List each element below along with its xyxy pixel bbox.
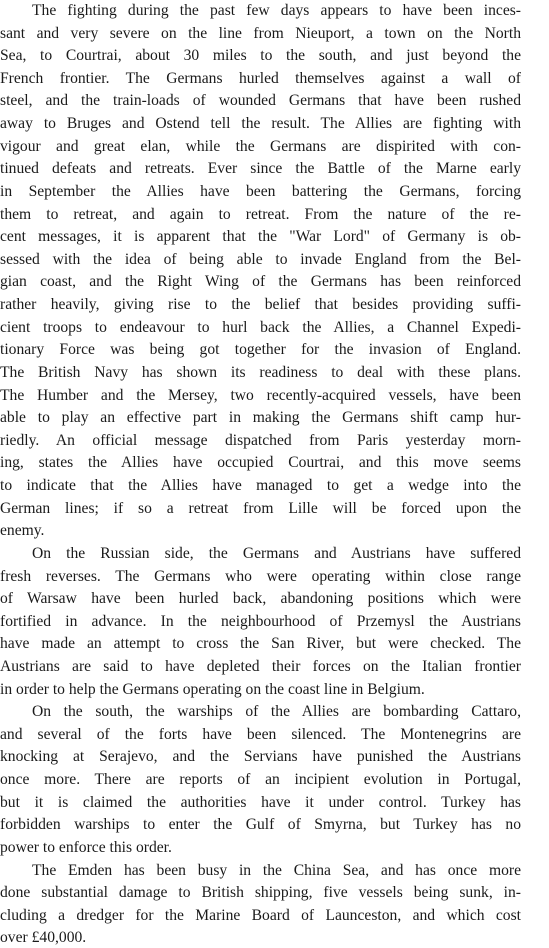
text-line: over £40,000. [0,929,87,947]
text-line: sant and very severe on the line from Nieuport, a town on the North [0,24,521,42]
text-line: but it is claimed the authorities have it under control. Turkey has [0,793,521,811]
text-line: knocking at Serajevo, and the Servians have punished the Austrians [0,748,521,766]
text-line: and several of the forts have been silenced. The Montenegrins are [0,725,521,743]
text-line: French frontier. The Germans hurled themselves against a wall of [0,69,521,87]
text-line: The fighting during the past few days appears to have been inces- [32,2,521,19]
text-line: once more. There are reports of an incipient evolution in Portugal, [0,771,521,789]
text-line: fresh reverses. The Germans who were operating within close range [0,567,521,585]
text-line: cent messages, it is apparent that the "War Lord" of Germany is ob- [0,228,521,246]
text-line: On the Russian side, the Germans and Austrians have suffered [32,544,521,562]
text-line: away to Bruges and Ostend tell the result. The Allies are fighting with [0,115,521,133]
text-line: vigour and great elan, while the Germans are dispirited with con- [0,137,521,155]
text-line: German lines; if so a retreat from Lille will be forced upon the [0,499,521,517]
text-line: done substantial damage to British shipping, five vessels being sunk, in- [0,884,521,902]
text-line: of Warsaw have been hurled back, abandoning positions which were [0,590,521,608]
text-line: gian coast, and the Right Wing of the Germans has been reinforced [0,273,521,291]
text-line: sessed with the idea of being able to invade England from the Bel- [0,250,521,268]
text-line: The Emden has been busy in the China Sea, and has once more [32,861,521,879]
text-line: steel, and the train-loads of wounded Germans that have been rushed [0,92,521,110]
text-line: riedly. An official message dispatched from Paris yesterday morn- [0,431,521,449]
text-line: power to enforce this order. [0,838,172,856]
text-line: to indicate that the Allies have managed to get a wedge into the [0,477,521,495]
text-line: enemy. [0,522,45,540]
text-line: forbidden warships to enter the Gulf of Smyrna, but Turkey has no [0,816,521,834]
text-line: able to play an effective part in making the Germans shift camp hur- [0,409,521,427]
text-line: in September the Allies have been battering the Germans, forcing [0,182,521,200]
text-line: in order to help the Germans operating on the coast line in Belgium. [0,680,425,698]
text-line: them to retreat, and again to retreat. From the nature of the re- [0,205,521,223]
text-line: The Humber and the Mersey, two recently-acquired vessels, have been [0,386,521,404]
text-line: have made an attempt to cross the San River, but were checked. The [0,635,521,653]
text-line: ing, states the Allies have occupied Courtrai, and this move seems [0,454,521,472]
text-line: Austrians are said to have depleted their forces on the Italian frontier [0,657,521,675]
text-line: cluding a dredger for the Marine Board of Launceston, and which cost [0,906,521,924]
text-line: rather heavily, giving rise to the belief that besides providing suffi- [0,296,521,314]
text-line: fortified in advance. In the neighbourhood of Przemysl the Austrians [0,612,521,630]
text-line: Sea, to Courtrai, about 30 miles to the south, and just beyond the [0,47,521,65]
text-line: On the south, the warships of the Allies are bombarding Cattaro, [32,703,521,721]
text-line: tionary Force was being got together for the invasion of England. [0,341,521,359]
text-line: cient troops to endeavour to hurl back the Allies, a Channel Expedi- [0,318,521,336]
text-line: tinued defeats and retreats. Ever since the Battle of the Marne early [0,160,521,178]
text-line: The British Navy has shown its readiness to deal with these plans. [0,363,521,381]
